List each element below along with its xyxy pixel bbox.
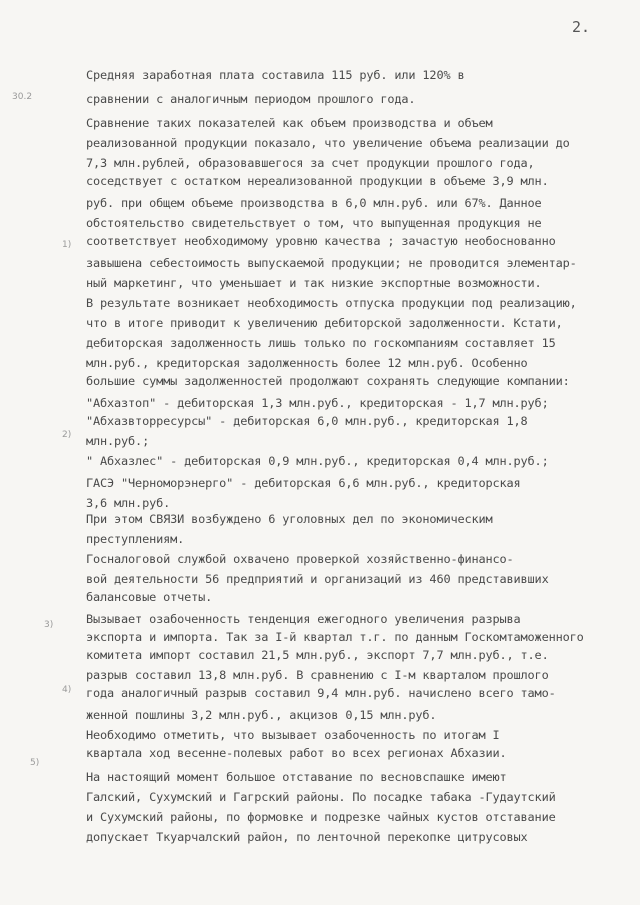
- text-line: млн.руб., кредиторская задолженность более 12 млн.руб. Особенно: [86, 356, 528, 370]
- text-line: балансовые отчеты.: [86, 590, 213, 604]
- text-line: 7,3 млн.рублей, образовавшегося за счет продукции прошлого года,: [86, 156, 535, 170]
- text-line: "Абхазтоп" - дебиторская 1,3 млн.руб., кредиторская - 1,7 млн.руб;: [86, 396, 549, 410]
- text-line: женной пошлины 3,2 млн.руб., акцизов 0,15 млн.руб.: [86, 708, 437, 722]
- text-line: обстоятельство свидетельствует о том, что выпущенная продукция не: [86, 216, 542, 230]
- text-line: ный маркетинг, что уменьшает и так низкие экспортные возможности.: [86, 276, 542, 290]
- text-line: и Сухумский районы, по формовке и подрезке чайных кустов отставание: [86, 810, 556, 824]
- text-line: разрыв составил 13,8 млн.руб. В сравнению с I-м кварталом прошлого: [86, 668, 549, 682]
- margin-note: 30.2: [12, 92, 33, 102]
- text-line: Сравнение таких показателей как объем производства и объем: [86, 116, 493, 130]
- text-line: В результате возникает необходимость отпуска продукции под реализацию,: [86, 296, 577, 310]
- text-line: допускает Ткуарчалский район, по ленточной перекопке цитрусовых: [86, 830, 528, 844]
- text-line: ГАСЭ "Черноморэнерго" - дебиторская 6,6 млн.руб., кредиторская: [86, 476, 521, 490]
- text-line: квартала ход весенне-полевых работ во всех регионах Абхазии.: [86, 746, 507, 760]
- text-line: руб. при общем объеме производства в 6,0 млн.руб. или 67%. Данное: [86, 196, 542, 210]
- margin-note: 4): [62, 685, 72, 695]
- text-line: года аналогичный разрыв составил 9,4 млн.руб. начислено всего тамо-: [86, 686, 556, 700]
- margin-note: 1): [62, 240, 72, 250]
- text-line: Средняя заработная плата составила 115 руб. или 120% в: [86, 68, 465, 82]
- text-line: Вызывает озабоченность тенденция ежегодного увеличения разрыва: [86, 612, 521, 626]
- text-line: " Абхазлес" - дебиторская 0,9 млн.руб., кредиторская 0,4 млн.руб.;: [86, 454, 549, 468]
- margin-note: 5): [30, 758, 40, 768]
- text-line: преступлениям.: [86, 532, 185, 546]
- text-line: сравнении с аналогичным периодом прошлого года.: [86, 92, 416, 106]
- margin-note: 2): [62, 430, 72, 440]
- text-line: Галский, Сухумский и Гагрский районы. По посадке табака -Гудаутский: [86, 790, 556, 804]
- text-line: При этом СВЯЗИ возбуждено 6 уголовных дел по экономическим: [86, 512, 493, 526]
- text-line: комитета импорт составил 21,5 млн.руб., экспорт 7,7 млн.руб., т.е.: [86, 648, 549, 662]
- text-line: соответствует необходимому уровню качества ; зачастую необоснованно: [86, 234, 556, 248]
- text-line: что в итоге приводит к увеличению дебиторской задолженности. Кстати,: [86, 316, 563, 330]
- page-number: 2.: [572, 18, 591, 36]
- text-line: реализованной продукции показало, что увеличение объема реализации до: [86, 136, 570, 150]
- text-line: млн.руб.;: [86, 434, 150, 448]
- text-line: большие суммы задолженностей продолжают сохранять следующие компании:: [86, 374, 570, 388]
- text-line: завышена себестоимость выпускаемой продукции; не проводится элементар-: [86, 256, 577, 270]
- text-line: дебиторская задолженность лишь только по госкомпаниям составляет 15: [86, 336, 556, 350]
- text-line: Необходимо отметить, что вызывает озабоченность по итогам I: [86, 728, 500, 742]
- text-line: экспорта и импорта. Так за I-й квартал т.г. по данным Госкомтаможенного: [86, 630, 584, 644]
- text-line: На настоящий момент большое отставание по весновспашке имеют: [86, 770, 507, 784]
- text-line: вой деятельности 56 предприятий и организаций из 460 представивших: [86, 572, 549, 586]
- text-line: "Абхазвторресурсы" - дебиторская 6,0 млн.руб., кредиторская 1,8: [86, 414, 528, 428]
- text-line: Госналоговой службой охвачено проверкой хозяйственно-финансо-: [86, 552, 514, 566]
- text-line: 3,6 млн.руб.: [86, 496, 171, 510]
- text-line: соседствует с остатком нереализованной продукции в объеме 3,9 млн.: [86, 174, 549, 188]
- margin-note: 3): [44, 620, 54, 630]
